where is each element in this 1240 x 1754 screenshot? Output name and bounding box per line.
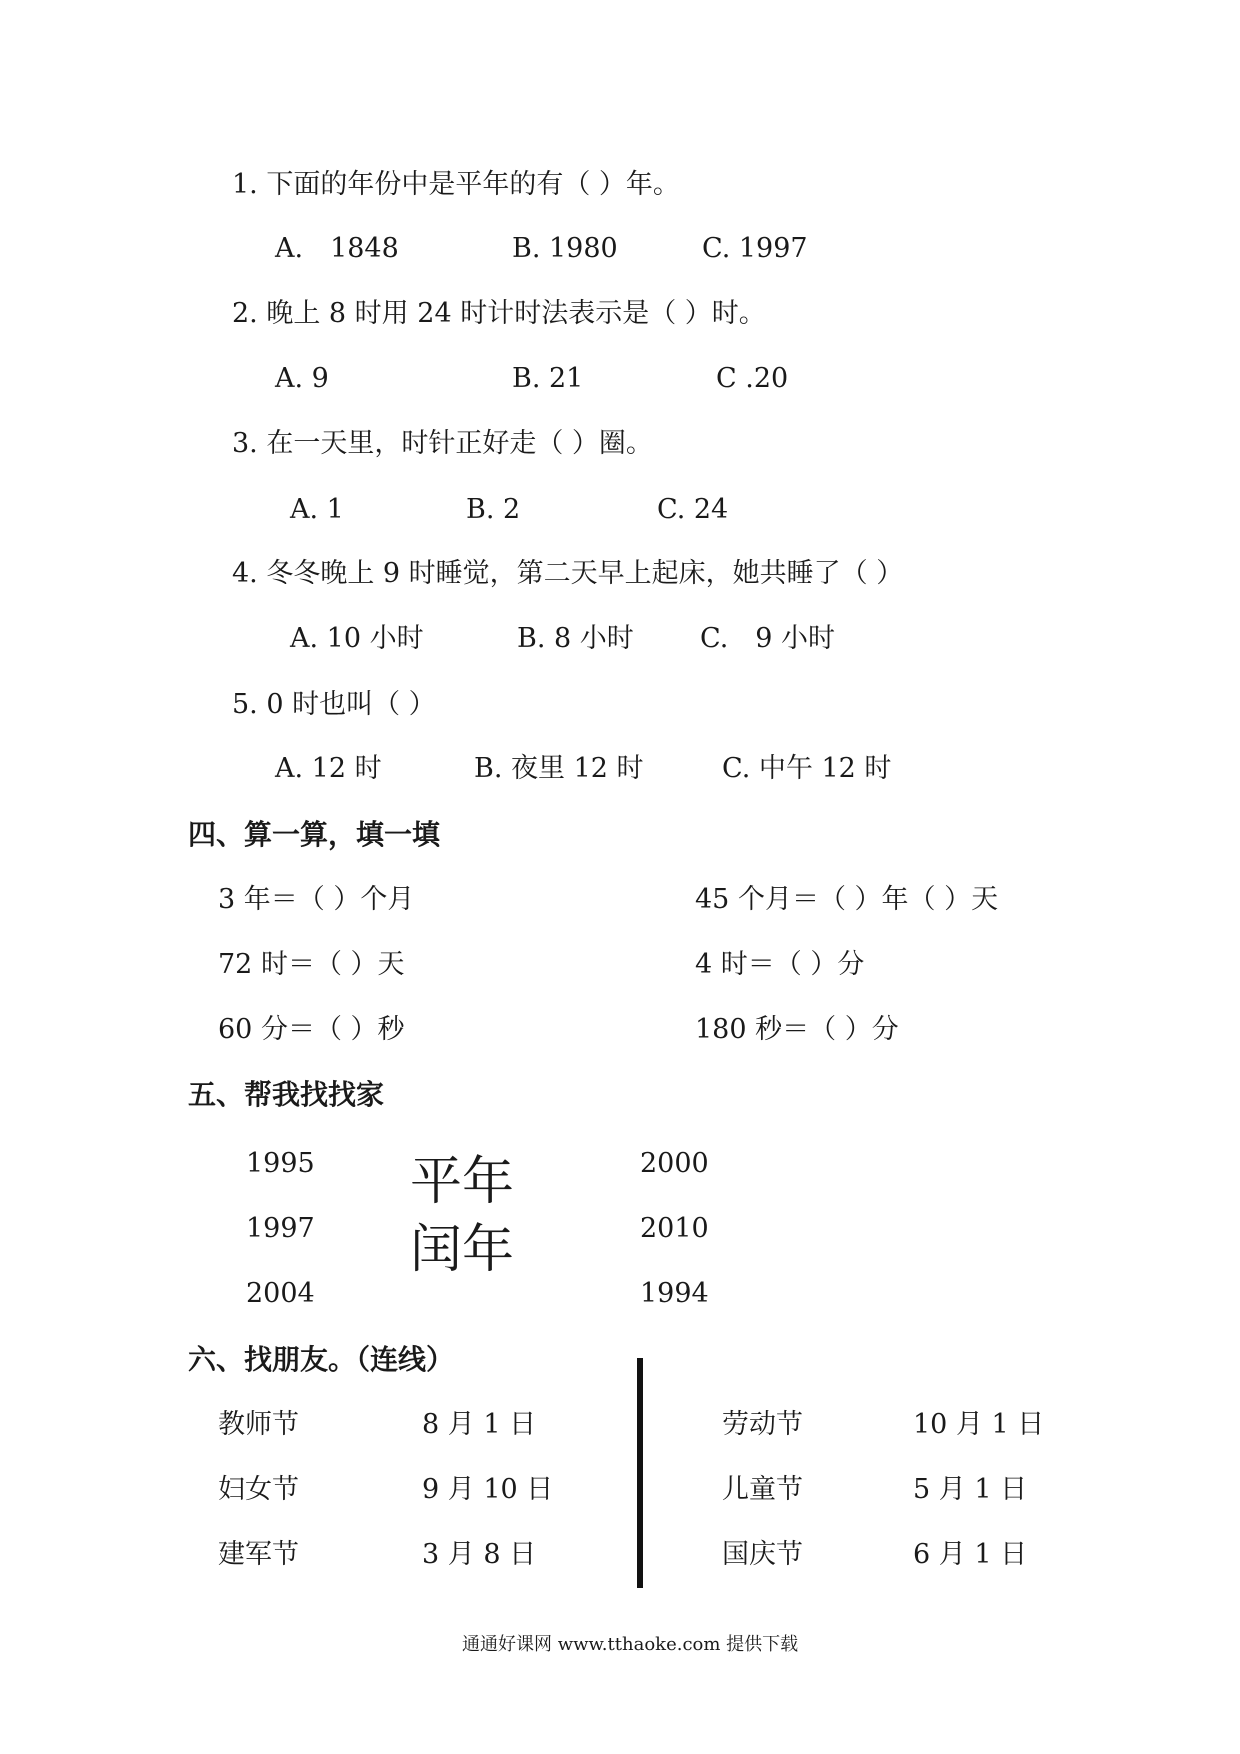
conversion-left-1: 3 年＝（ ）个月 [218, 884, 415, 915]
q4-option-a: A. 10 小时 [290, 623, 424, 654]
question-5: 5. 0 时也叫（ ） [232, 689, 436, 720]
q3-option-a: A. 1 [290, 494, 344, 525]
date-right-1: 10 月 1 日 [913, 1409, 1045, 1440]
festival-left-1: 教师节 [218, 1409, 299, 1440]
q4-option-c: C. 9 小时 [700, 623, 836, 654]
question-4: 4. 冬冬晚上 9 时睡觉，第二天早上起床，她共睡了（ ） [232, 558, 904, 589]
date-left-1: 8 月 1 日 [422, 1409, 537, 1440]
q4-option-b: B. 8 小时 [517, 623, 634, 654]
date-left-2: 9 月 10 日 [422, 1474, 554, 1505]
festival-left-3: 建军节 [218, 1539, 299, 1570]
section-4-title: 四、算一算，填一填 [188, 818, 441, 851]
q3-option-b: B. 2 [466, 494, 521, 525]
date-right-2: 5 月 1 日 [913, 1474, 1028, 1505]
leap-year-label: 闰年 [410, 1220, 515, 1280]
year-left-3: 2004 [246, 1278, 315, 1309]
q1-option-a: A. 1848 [275, 233, 399, 264]
common-year-label: 平年 [410, 1152, 515, 1212]
q5-option-a: A. 12 时 [275, 753, 382, 784]
conversion-left-2: 72 时＝（ ）天 [218, 949, 405, 980]
date-left-3: 3 月 8 日 [422, 1539, 537, 1570]
q1-option-c: C. 1997 [702, 233, 808, 264]
conversion-left-3: 60 分＝（ ）秒 [218, 1014, 405, 1045]
divider-line [637, 1358, 643, 1588]
year-left-1: 1995 [246, 1148, 315, 1179]
conversion-right-1: 45 个月＝（ ）年（ ）天 [695, 884, 999, 915]
q2-option-b: B. 21 [512, 363, 584, 394]
q1-option-b: B. 1980 [512, 233, 618, 264]
q3-option-c: C. 24 [657, 494, 729, 525]
year-right-3: 1994 [640, 1278, 709, 1309]
festival-right-3: 国庆节 [722, 1539, 803, 1570]
year-right-2: 2010 [640, 1213, 709, 1244]
q5-option-c: C. 中午 12 时 [722, 753, 892, 784]
footer-text: 通通好课网 www.tthaoke.com 提供下载 [462, 1634, 799, 1655]
q5-option-b: B. 夜里 12 时 [474, 753, 644, 784]
festival-right-2: 儿童节 [722, 1474, 803, 1505]
conversion-right-2: 4 时＝（ ）分 [695, 949, 865, 980]
q2-option-a: A. 9 [275, 363, 329, 394]
question-2: 2. 晚上 8 时用 24 时计时法表示是（ ）时。 [232, 298, 766, 329]
year-right-1: 2000 [640, 1148, 709, 1179]
conversion-right-3: 180 秒＝（ ）分 [695, 1014, 899, 1045]
section-6-title: 六、找朋友。（连线） [188, 1343, 455, 1376]
date-right-3: 6 月 1 日 [913, 1539, 1028, 1570]
festival-right-1: 劳动节 [722, 1409, 803, 1440]
section-5-title: 五、帮我找找家 [188, 1078, 385, 1111]
q2-option-c: C .20 [716, 363, 789, 394]
question-1: 1. 下面的年份中是平年的有（ ）年。 [232, 169, 680, 200]
year-left-2: 1997 [246, 1213, 315, 1244]
festival-left-2: 妇女节 [218, 1474, 299, 1505]
question-3: 3. 在一天里，时针正好走（ ）圈。 [232, 428, 653, 459]
